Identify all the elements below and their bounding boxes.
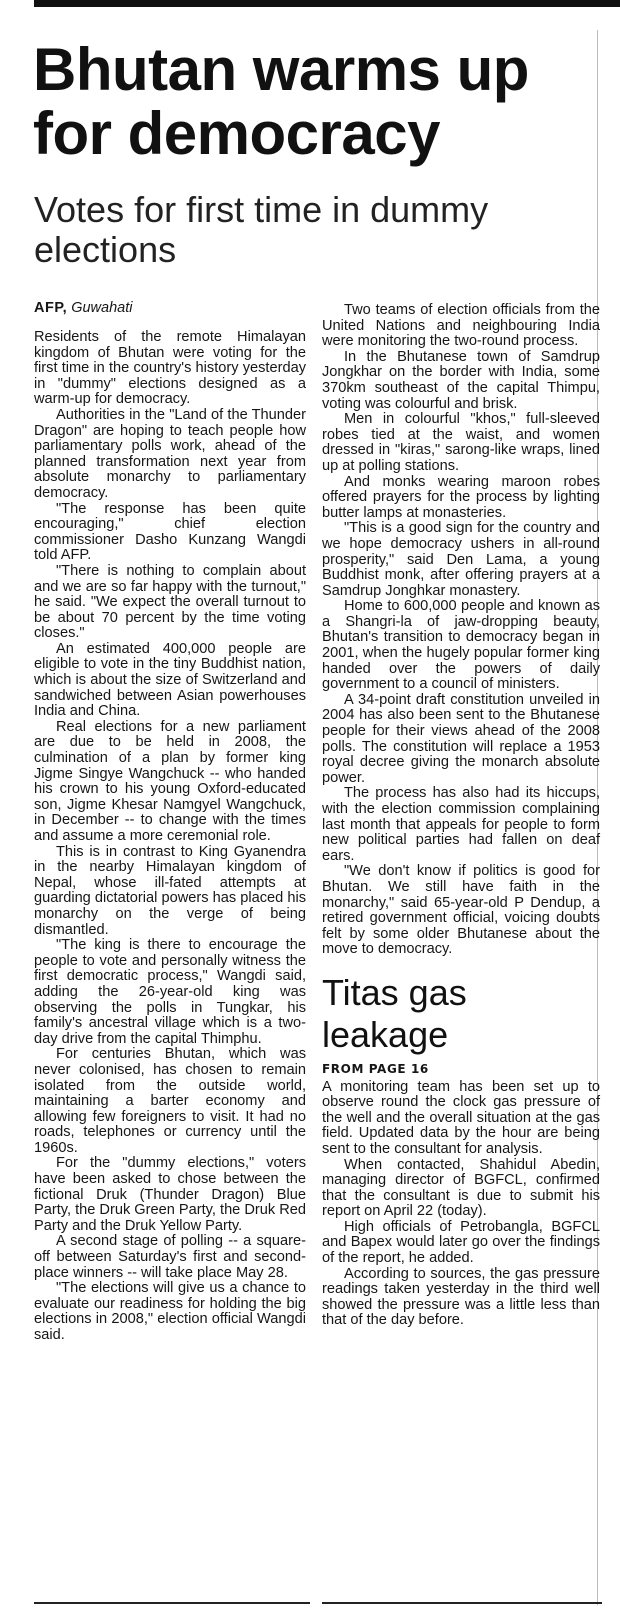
paragraph: When contacted, Shahidul Abedin, managing director of BGFCL, confirmed that the consultant is due to submit his report on April 22 (today). (322, 1156, 600, 1220)
byline-agency: AFP, (34, 300, 68, 316)
subhead: Votes for first time in dummy elections (34, 189, 489, 270)
paragraph: In the Bhutanese town of Samdrup Jongkhar on the border with India, some 370km southeast of the capital Thimpu, voting was colourful and brisk. (322, 348, 600, 412)
paragraph: "There is nothing to complain about and we are so far happy with the turnout," he said. "We expect the overall turnout to be about 70 percent by the time voting closes." (34, 562, 306, 642)
paragraph: And monks wearing maroon robes offered prayers for the process by lighting butter lamps at monasteries. (322, 473, 600, 521)
paragraph: The process has also had its hiccups, with the election commission complaining last month that appeals for people to form new political parties had fallen on deaf ears. (322, 785, 600, 864)
paragraph: "The king is there to encourage the people to vote and personally witness the first democratic process," Wangdi said, adding the 26-year-old king was observing the polls in Tungkar, his family's ancestral village which is a two-day drive from the capital Thimphu. (34, 937, 306, 1047)
article-column-right (322, 303, 600, 1329)
paragraph: For centuries Bhutan, which was never colonised, has chosen to remain isolated from the outside world, maintaining a barter economy and allowing few foreigners to visit. It had no roads, telephones or currency until the 1960s. (34, 1046, 306, 1156)
paragraph: Men in colourful "khos," full-sleeved robes tied at the waist, and women dressed in "kiras," sarong-like wraps, lined up at polling stations. (322, 411, 600, 474)
paragraph: "The response has been quite encouraging," chief election commissioner Dasho Kunzang Wangdi told AFP. (34, 500, 306, 564)
byline (34, 300, 306, 316)
paragraph: Authorities in the "Land of the Thunder Dragon" are hoping to teach people how parliamentary polls work, ahead of the planned transformation next year from absolute monarchy to parliamentary democracy. (34, 406, 306, 501)
paragraph: "This is a good sign for the country and we hope democracy ushers in all-round prosperity," said Den Lama, a young Buddhist monk, after offering prayers at a Samdrup Jonghkar monastery. (322, 520, 600, 599)
paragraph: High officials of Petrobangla, BGFCL and Bapex would later go over the findings of the report, he added. (322, 1218, 600, 1267)
bottom-rule-left (34, 1602, 310, 1604)
headline: Bhutan warms up for democracy (33, 36, 529, 167)
paragraph: "The elections will give us a chance to evaluate our readiness for holding the big elections in 2008," election official Wangdi said. (34, 1280, 306, 1343)
paragraph: According to sources, the gas pressure readings taken yesterday in the third well showed the pressure was a little less than that of the day before. (322, 1265, 600, 1329)
paragraph: For the "dummy elections," voters have been asked to chose between the fictional Druk (Thunder Dragon) Blue Party, the Druk Green Party, the Druk Red Party and the Druk Yellow Party. (34, 1155, 306, 1234)
paragraph: "We don't know if politics is good for Bhutan. We still have faith in the monarchy," said 65-year-old P Dendup, a retired government official, voicing doubts felt by some older Bhutanese about the move to democracy. (322, 863, 600, 958)
article-column-left (34, 300, 306, 1344)
side-story-headline: Titas gas leakage (322, 971, 467, 1055)
paragraph: A 34-point draft constitution unveiled in 2004 has also been sent to the Bhutanese people for their views ahead of the 2008 polls. The constitution will replace a 1953 royal decree giving the monarch absolute power. (322, 691, 600, 786)
paragraph: Residents of the remote Himalayan kingdom of Bhutan were voting for the first time in the country's history yesterday in "dummy" elections designed as a warm-up for democracy. (34, 329, 306, 408)
paragraph: A second stage of polling -- a square-off between Saturday's first and second-place winners -- will take place May 28. (34, 1233, 306, 1281)
side-story-kicker: FROM PAGE 16 (322, 1061, 429, 1076)
paragraph: An estimated 400,000 people are eligible to vote in the tiny Buddhist nation, which is about the size of Switzerland and sandwiched between Asian powerhouses India and China. (34, 640, 306, 720)
paragraph: Home to 600,000 people and known as a Shangri-la of jaw-dropping beauty, Bhutan's transition to democracy began in 2001, when the hugely popular former king handed over the powers of daily government to a council of ministers. (322, 598, 600, 693)
paragraph: Two teams of election officials from the United Nations and neighbouring India were monitoring the two-round process. (322, 302, 600, 350)
paragraph: This is in contrast to King Gyanendra in the nearby Himalayan kingdom of Nepal, whose ill-fated attempts at guarding dictatorial powers has placed his monarchy on the verge of being dismantled. (34, 843, 306, 938)
byline-place: Guwahati (71, 300, 133, 316)
bottom-rule-right (322, 1602, 602, 1604)
paragraph: A monitoring team has been set up to observe round the clock gas pressure of the well and the overall situation at the gas field. Updated data by the hour are being sent to the consultant for analysis. (322, 1078, 600, 1157)
paragraph: Real elections for a new parliament are due to be held in 2008, the culmination of a plan by former king Jigme Singye Wangchuck -- who handed his crown to his young Oxford-educated son, Jigme Khesar Namgyel Wangchuck, in December -- to change with the times and assume a more ceremonial role. (34, 718, 306, 844)
top-rule (34, 0, 620, 7)
